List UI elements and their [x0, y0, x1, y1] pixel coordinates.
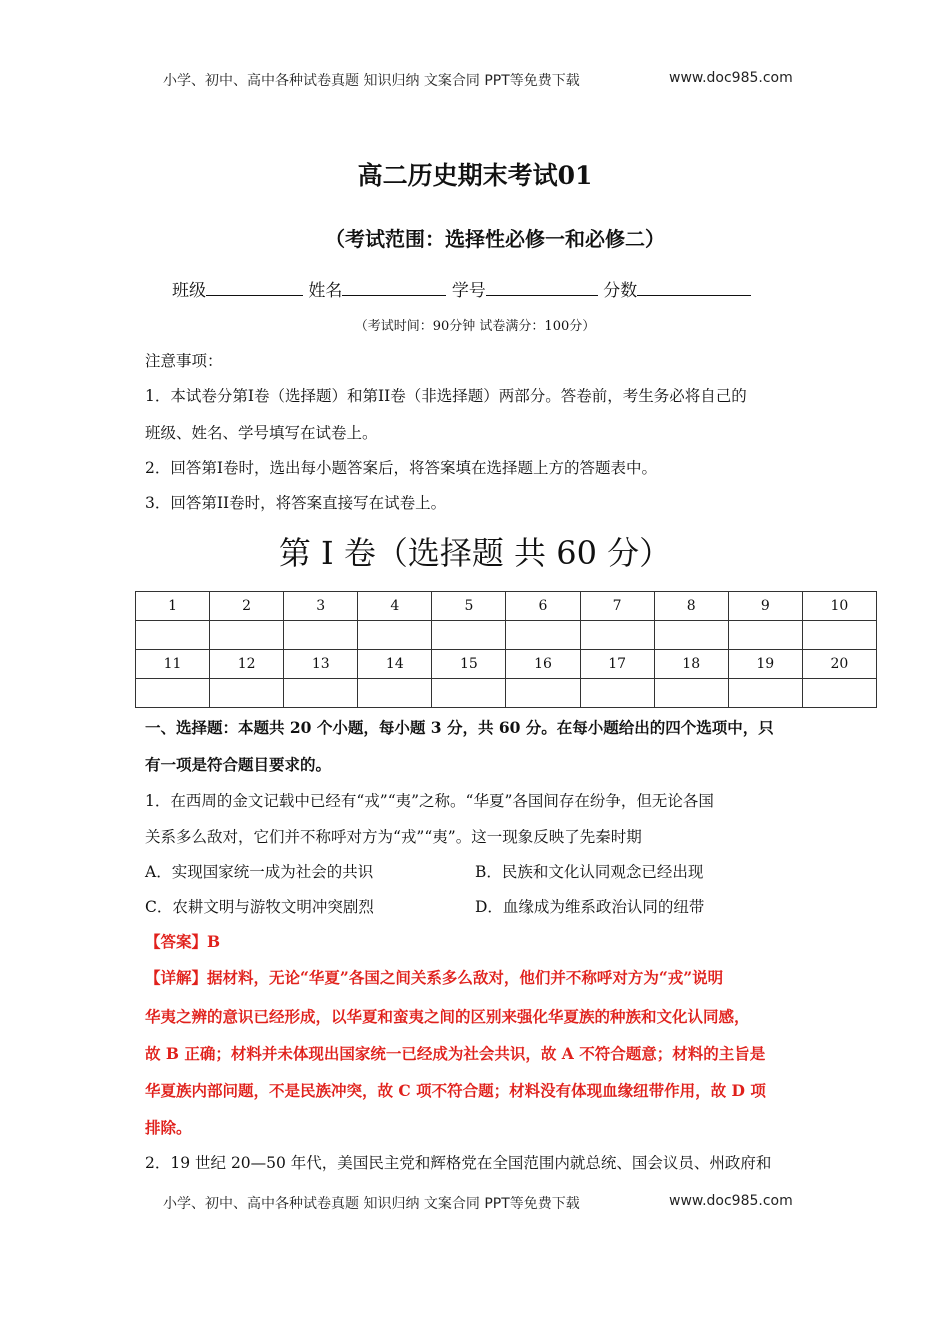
q1-explanation: 【详解】据材料，无论“华夏”各国之间关系多么敌对，他们并不称呼对方为“戎”说明: [145, 968, 724, 987]
answer-cell[interactable]: [506, 621, 580, 650]
answer-number: 16: [506, 650, 580, 679]
q1-explanation: 排除。: [145, 1118, 192, 1137]
answer-cell[interactable]: [654, 679, 728, 708]
note-line: 1．本试卷分第I卷（选择题）和第II卷（非选择题）两部分。答卷前，考生务必将自己的: [145, 387, 747, 405]
answer-number: 11: [136, 650, 210, 679]
answer-number: 17: [580, 650, 654, 679]
answer-number: 20: [802, 650, 876, 679]
answer-number: 7: [580, 592, 654, 621]
answer-cell[interactable]: [802, 621, 876, 650]
id-blank[interactable]: [486, 281, 598, 296]
name-label: 姓名: [308, 281, 343, 301]
answer-cell[interactable]: [136, 621, 210, 650]
answer-number-row: [136, 650, 877, 679]
q1-stem: 关系多么敌对，它们并不称呼对方为“戎”“夷”。这一现象反映了先秦时期: [145, 828, 642, 846]
answer-number: 2: [210, 592, 284, 621]
note-line: 2．回答第I卷时，选出每小题答案后，将答案填在选择题上方的答题表中。: [145, 459, 657, 477]
header-text: 小学、初中、高中各种试卷真题 知识归纳 文案合同 PPT等免费下载: [163, 73, 580, 89]
answer-number: 9: [728, 592, 802, 621]
student-fields: [172, 276, 751, 301]
q1-option-d: D．血缘成为维系政治认同的纽带: [475, 898, 705, 916]
answer-cell[interactable]: [210, 679, 284, 708]
answer-number: 12: [210, 650, 284, 679]
answer-cell[interactable]: [284, 621, 358, 650]
answer-cell[interactable]: [728, 621, 802, 650]
answer-number: 15: [432, 650, 506, 679]
answer-number-row: [136, 592, 877, 621]
header-site: www.doc985.com: [669, 70, 793, 86]
footer-text: 小学、初中、高中各种试卷真题 知识归纳 文案合同 PPT等免费下载: [163, 1196, 580, 1212]
score-blank[interactable]: [637, 281, 751, 296]
answer-number: 8: [654, 592, 728, 621]
answer-cell[interactable]: [580, 679, 654, 708]
answer-number: 1: [136, 592, 210, 621]
answer-number: 6: [506, 592, 580, 621]
answer-cell[interactable]: [802, 679, 876, 708]
answer-cell[interactable]: [358, 679, 432, 708]
section-title: 第 I 卷（选择题 共 60 分）: [278, 534, 672, 572]
q1-option-a: A．实现国家统一成为社会的共识: [145, 863, 374, 881]
class-blank[interactable]: [206, 281, 303, 296]
answer-cell[interactable]: [284, 679, 358, 708]
answer-number: 5: [432, 592, 506, 621]
answer-number: 10: [802, 592, 876, 621]
answer-cell[interactable]: [432, 621, 506, 650]
q1-option-c: C．农耕文明与游牧文明冲突剧烈: [145, 898, 374, 916]
answer-cell[interactable]: [506, 679, 580, 708]
q1-explanation: 华夏族内部问题，不是民族冲突，故 C 项不符合题；材料没有体现血缘纽带作用，故 D 项: [145, 1081, 766, 1100]
page-subtitle: （考试范围：选择性必修一和必修二）: [325, 227, 665, 251]
note-line: 3．回答第II卷时，将答案直接写在试卷上。: [145, 494, 447, 512]
part1-instruction: 有一项是符合题目要求的。: [145, 755, 332, 774]
answer-number: 18: [654, 650, 728, 679]
q1-explanation: 华夷之辨的意识已经形成，以华夏和蛮夷之间的区别来强化华夏族的种族和文化认同感，: [145, 1007, 750, 1026]
answer-number: 19: [728, 650, 802, 679]
answer-cell[interactable]: [358, 621, 432, 650]
page-title: 高二历史期末考试01: [357, 161, 593, 190]
answer-number: 4: [358, 592, 432, 621]
answer-cell[interactable]: [136, 679, 210, 708]
answer-cell[interactable]: [654, 621, 728, 650]
answer-table: [135, 591, 877, 708]
notes-heading: 注意事项：: [145, 352, 223, 370]
part1-instruction: 一、选择题：本题共 20 个小题，每小题 3 分，共 60 分。在每小题给出的四个选项中，只: [145, 718, 774, 737]
q2-stem: 2．19 世纪 20—50 年代，美国民主党和辉格党在全国范围内就总统、国会议员、州政府和: [145, 1154, 772, 1172]
q1-option-b: B．民族和文化认同观念已经出现: [475, 863, 704, 881]
exam-time: （考试时间：90分钟 试卷满分：100分）: [354, 319, 596, 334]
name-blank[interactable]: [342, 281, 446, 296]
answer-blank-row: [136, 621, 877, 650]
answer-number: 3: [284, 592, 358, 621]
answer-cell[interactable]: [580, 621, 654, 650]
answer-cell[interactable]: [432, 679, 506, 708]
class-label: 班级: [172, 281, 206, 301]
q1-explanation: 故 B 正确；材料并未体现出国家统一已经成为社会共识，故 A 不符合题意；材料的主旨是: [145, 1044, 766, 1063]
note-line: 班级、姓名、学号填写在试卷上。: [145, 424, 378, 442]
q1-answer: 【答案】B: [145, 932, 221, 951]
answer-number: 13: [284, 650, 358, 679]
footer-site: www.doc985.com: [669, 1193, 793, 1209]
answer-number: 14: [358, 650, 432, 679]
answer-cell[interactable]: [728, 679, 802, 708]
score-label: 分数: [603, 281, 638, 301]
answer-cell[interactable]: [210, 621, 284, 650]
q1-stem: 1．在西周的金文记载中已经有“戎”“夷”之称。“华夏”各国间存在纷争，但无论各国: [145, 792, 714, 810]
id-label: 学号: [451, 281, 486, 301]
answer-blank-row: [136, 679, 877, 708]
